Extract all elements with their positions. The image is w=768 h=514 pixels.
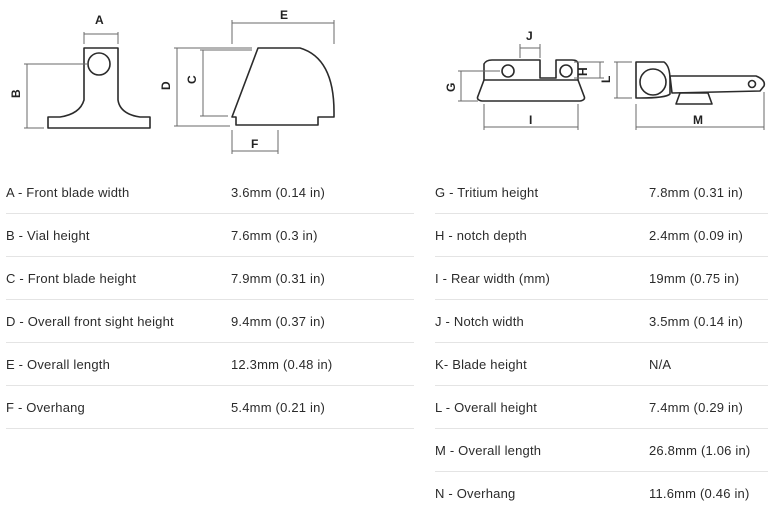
spec-row xyxy=(435,386,768,429)
spec-label: L - Overall height xyxy=(435,399,538,415)
spec-value: 19mm (0.75 in) xyxy=(649,270,740,286)
spec-row xyxy=(6,257,414,300)
spec-row xyxy=(435,343,768,386)
spec-row xyxy=(435,214,768,257)
spec-label: A - Front blade width xyxy=(6,184,130,200)
spec-label: C - Front blade height xyxy=(6,270,137,286)
spec-label: K- Blade height xyxy=(435,356,527,372)
rear-sight-specs-table xyxy=(435,171,768,514)
dim-label-g: G xyxy=(444,82,458,92)
spec-row xyxy=(6,343,414,386)
spec-value: 7.6mm (0.3 in) xyxy=(231,227,318,243)
spec-label: H - notch depth xyxy=(435,227,527,243)
spec-label: F - Overhang xyxy=(6,399,85,415)
spec-label: B - Vial height xyxy=(6,227,90,243)
dim-label-e: E xyxy=(280,8,289,22)
spec-label: I - Rear width (mm) xyxy=(435,270,551,286)
spec-value: 3.6mm (0.14 in) xyxy=(231,184,326,200)
dim-label-d: D xyxy=(159,81,173,90)
spec-row xyxy=(435,472,768,514)
spec-value: 7.4mm (0.29 in) xyxy=(649,399,744,415)
dim-label-b: B xyxy=(9,89,23,98)
spec-row xyxy=(6,214,414,257)
spec-value: 7.9mm (0.31 in) xyxy=(231,270,326,286)
spec-row xyxy=(6,171,414,214)
spec-label: D - Overall front sight height xyxy=(6,313,174,329)
spec-value: 5.4mm (0.21 in) xyxy=(231,399,326,415)
spec-label: N - Overhang xyxy=(435,485,516,501)
sight-dimension-diagrams xyxy=(0,0,768,165)
rear-sight-side-view xyxy=(636,62,764,104)
front-sight-specs-table xyxy=(6,171,414,429)
spec-row xyxy=(435,257,768,300)
spec-label: J - Notch width xyxy=(435,313,524,329)
spec-label: G - Tritium height xyxy=(435,184,539,200)
dim-label-i: I xyxy=(529,113,533,127)
dim-label-l: L xyxy=(599,75,613,83)
dim-label-j: J xyxy=(526,29,533,43)
spec-value: 9.4mm (0.37 in) xyxy=(231,313,326,329)
spec-row xyxy=(6,386,414,429)
spec-value: 2.4mm (0.09 in) xyxy=(649,227,744,243)
spec-row xyxy=(435,171,768,214)
spec-label: E - Overall length xyxy=(6,356,111,372)
dim-label-f: F xyxy=(251,137,259,151)
rear-sight-front-view xyxy=(478,60,585,101)
spec-value: 7.8mm (0.31 in) xyxy=(649,184,744,200)
spec-value: N/A xyxy=(649,356,672,372)
dim-label-a: A xyxy=(95,13,104,27)
spec-value: 11.6mm (0.46 in) xyxy=(649,485,750,501)
dim-label-h: H xyxy=(576,67,590,76)
spec-row xyxy=(435,300,768,343)
spec-row xyxy=(6,300,414,343)
spec-value: 3.5mm (0.14 in) xyxy=(649,313,744,329)
spec-label: M - Overall length xyxy=(435,442,542,458)
dim-label-m: M xyxy=(693,113,703,127)
front-sight-front-view xyxy=(48,48,150,128)
spec-value: 12.3mm (0.48 in) xyxy=(231,356,333,372)
spec-row xyxy=(435,429,768,472)
spec-value: 26.8mm (1.06 in) xyxy=(649,442,751,458)
dim-label-c: C xyxy=(185,75,199,84)
front-sight-side-view xyxy=(232,48,334,125)
